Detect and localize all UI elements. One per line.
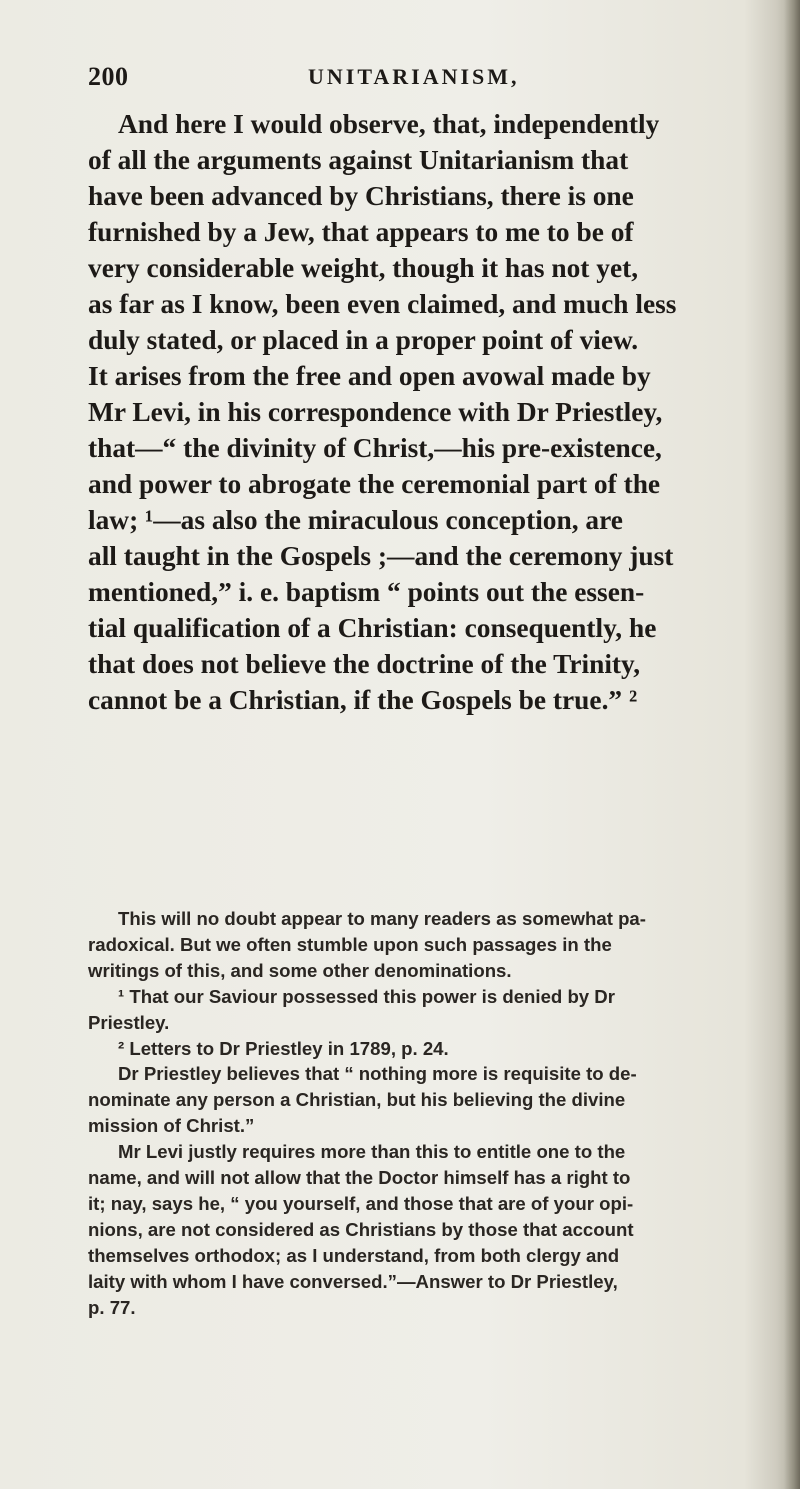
page-header	[88, 62, 740, 102]
footnote-line: writings of this, and some other denominations.	[88, 959, 512, 981]
footnote-line: ¹ That our Saviour possessed this power is denied by Dr	[118, 985, 615, 1007]
footnote-line: Priestley.	[88, 1011, 170, 1033]
text-line: have been advanced by Christians, there is one	[88, 181, 634, 211]
text-line: mentioned,” i. e. baptism “ points out the essen-	[88, 577, 645, 607]
footnote-line: ² Letters to Dr Priestley in 1789, p. 24.	[118, 1037, 449, 1059]
text-line: all taught in the Gospels ;—and the ceremony just	[88, 541, 674, 571]
footnote-line: laity with whom I have conversed.”—Answer to Dr Priestley,	[88, 1270, 618, 1292]
main-text	[88, 106, 780, 718]
footnote-line: themselves orthodox; as I understand, from both clergy and	[88, 1244, 620, 1266]
text-line: furnished by a Jew, that appears to me to be of	[88, 217, 634, 247]
text-line: as far as I know, been even claimed, and much less	[88, 289, 677, 319]
text-line: that—“ the divinity of Christ,—his pre-existence,	[88, 433, 662, 463]
footnote-line: p. 77.	[88, 1296, 136, 1318]
page-edge-shadow	[784, 0, 800, 1489]
text-line: and power to abrogate the ceremonial part of the	[88, 469, 661, 499]
page-number: 200	[88, 62, 129, 91]
text-line: law; ¹—as also the miraculous conception, are	[88, 505, 623, 535]
footnotes	[88, 906, 780, 1321]
running-head: UNITARIANISM,	[308, 64, 520, 89]
footnote-line: mission of Christ.”	[88, 1115, 255, 1137]
footnote-line: nions, are not considered as Christians by those that account	[88, 1218, 634, 1240]
footnote-line: This will no doubt appear to many readers as somewhat pa-	[118, 908, 646, 929]
footnote-line: it; nay, says he, “ you yourself, and those that are of your opi-	[88, 1192, 634, 1214]
text-line: cannot be a Christian, if the Gospels be true.” ²	[88, 685, 638, 715]
text-line: And here I would observe, that, independently	[118, 109, 660, 139]
text-line: duly stated, or placed in a proper point of view.	[88, 325, 639, 355]
text-line: tial qualification of a Christian: consequently, he	[88, 613, 657, 643]
text-line: that does not believe the doctrine of the Trinity,	[88, 649, 641, 679]
footnote-line: Dr Priestley believes that “ nothing more is requisite to de-	[118, 1063, 637, 1085]
footnote-line: name, and will not allow that the Doctor himself has a right to	[88, 1167, 631, 1189]
footnote-line: radoxical. But we often stumble upon such passages in the	[88, 933, 612, 955]
text-line: Mr Levi, in his correspondence with Dr Priestley,	[88, 397, 663, 427]
text-line: It arises from the free and open avowal made by	[88, 361, 651, 391]
footnote-line: Mr Levi justly requires more than this to entitle one to the	[118, 1141, 626, 1163]
footnote-line: nominate any person a Christian, but his believing the divine	[88, 1089, 626, 1111]
text-line: very considerable weight, though it has not yet,	[88, 253, 639, 283]
text-line: of all the arguments against Unitarianism that	[88, 145, 629, 175]
